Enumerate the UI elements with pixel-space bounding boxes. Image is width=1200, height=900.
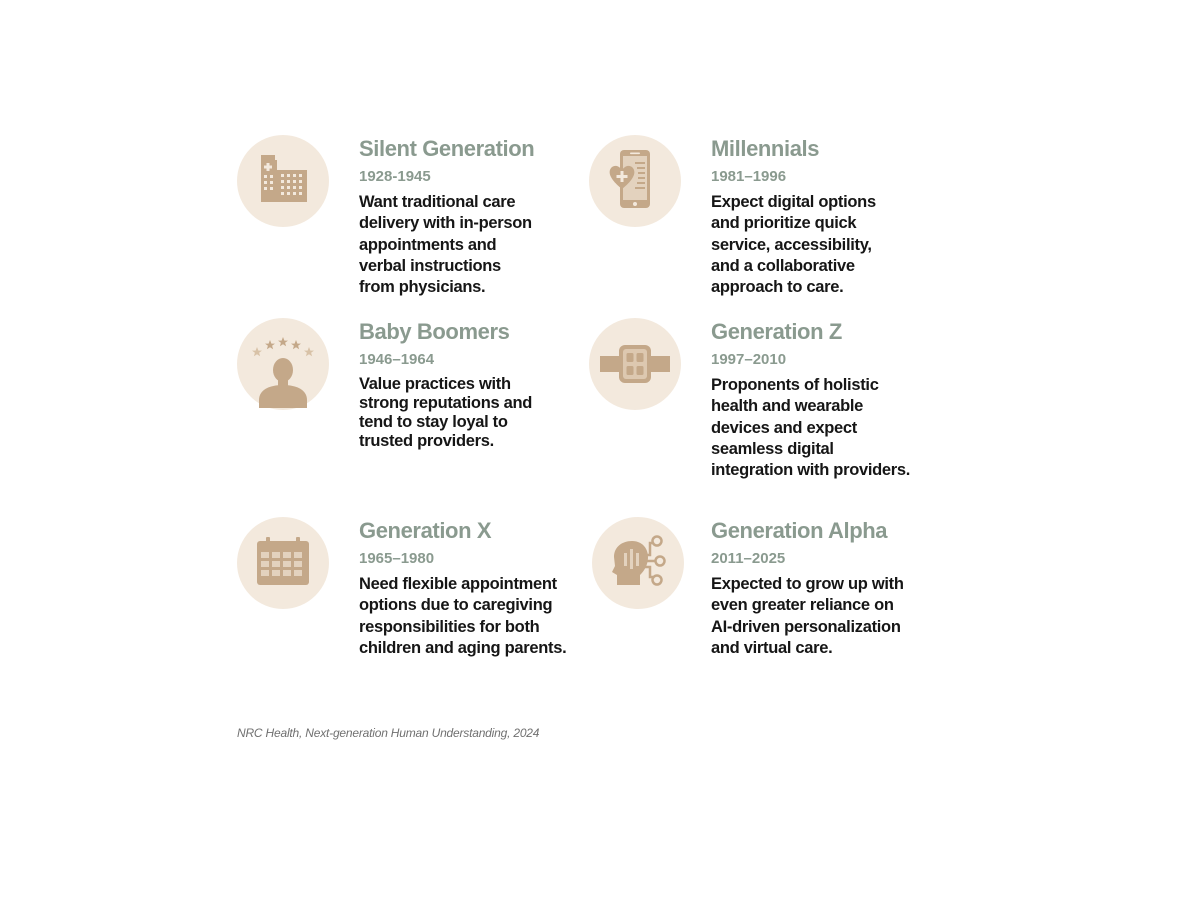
description-line: even greater reliance on [711, 596, 894, 615]
generation-name: Generation Alpha [711, 518, 888, 543]
generation-description [359, 375, 599, 451]
generation-name: Generation X [359, 518, 492, 543]
generation-description [359, 192, 599, 298]
description-line: service, accessibility, [711, 235, 872, 254]
description-line: integration with providers. [711, 461, 911, 480]
generation-name: Silent Generation [359, 136, 535, 161]
generation-years: 1928-1945 [359, 168, 431, 185]
person-stars-icon [237, 318, 329, 410]
icon-circle [237, 318, 329, 410]
generation-text [359, 517, 599, 659]
generation-years: 1946–1964 [359, 351, 435, 368]
icon-circle [237, 517, 329, 609]
calendar-icon [237, 517, 329, 609]
description-line: Need flexible appointment [359, 575, 557, 593]
description-line: appointments and [359, 235, 497, 254]
description-line: and prioritize quick [711, 214, 857, 233]
generation-years: 1965–1980 [359, 550, 435, 567]
description-line: children and aging parents. [359, 638, 567, 657]
description-line: devices and expect [711, 418, 857, 437]
generation-text [711, 318, 951, 481]
generation-text [711, 135, 951, 298]
description-line: seamless digital [711, 439, 834, 458]
description-line: trusted providers. [359, 432, 494, 450]
description-line: strong reputations and [359, 394, 533, 412]
description-line: verbal instructions [359, 256, 501, 275]
generation-description [711, 192, 951, 298]
smartwatch-icon [589, 318, 681, 410]
description-line: and a collaborative [711, 256, 855, 275]
description-line: Proponents of holistic [711, 376, 879, 394]
generation-name: Millennials [711, 136, 820, 161]
generation-description [359, 574, 599, 659]
icon-circle [589, 135, 681, 227]
generation-text [711, 517, 951, 659]
description-line: responsibilities for both [359, 617, 540, 636]
description-line: delivery with in-person [359, 214, 532, 233]
generation-years: 1997–2010 [711, 351, 787, 368]
description-line: health and wearable [711, 397, 864, 416]
description-line: Expect digital options [711, 193, 876, 211]
description-line: AI-driven personalization [711, 617, 901, 636]
generation-name: Baby Boomers [359, 319, 510, 344]
description-line: Want traditional care [359, 193, 516, 211]
hospital-building-icon [237, 135, 329, 227]
source-citation: NRC Health, Next-generation Human Understanding, 2024 [237, 726, 540, 740]
icon-circle [592, 517, 684, 609]
generation-text [359, 135, 599, 298]
generation-description [711, 574, 951, 659]
description-line: Expected to grow up with [711, 575, 904, 593]
description-line: and virtual care. [711, 638, 833, 657]
generation-years: 1981–1996 [711, 168, 787, 185]
ai-head-icon [592, 517, 684, 609]
icon-circle [237, 135, 329, 227]
generation-description [711, 375, 951, 481]
description-line: tend to stay loyal to [359, 413, 508, 431]
smartphone-health-icon [589, 135, 681, 227]
description-line: options due to caregiving [359, 596, 553, 615]
generation-years: 2011–2025 [711, 550, 786, 567]
description-line: from physicians. [359, 278, 486, 297]
generation-name: Generation Z [711, 319, 842, 344]
description-line: approach to care. [711, 278, 844, 297]
generation-text [359, 318, 599, 451]
icon-circle [589, 318, 681, 410]
description-line: Value practices with [359, 375, 511, 393]
